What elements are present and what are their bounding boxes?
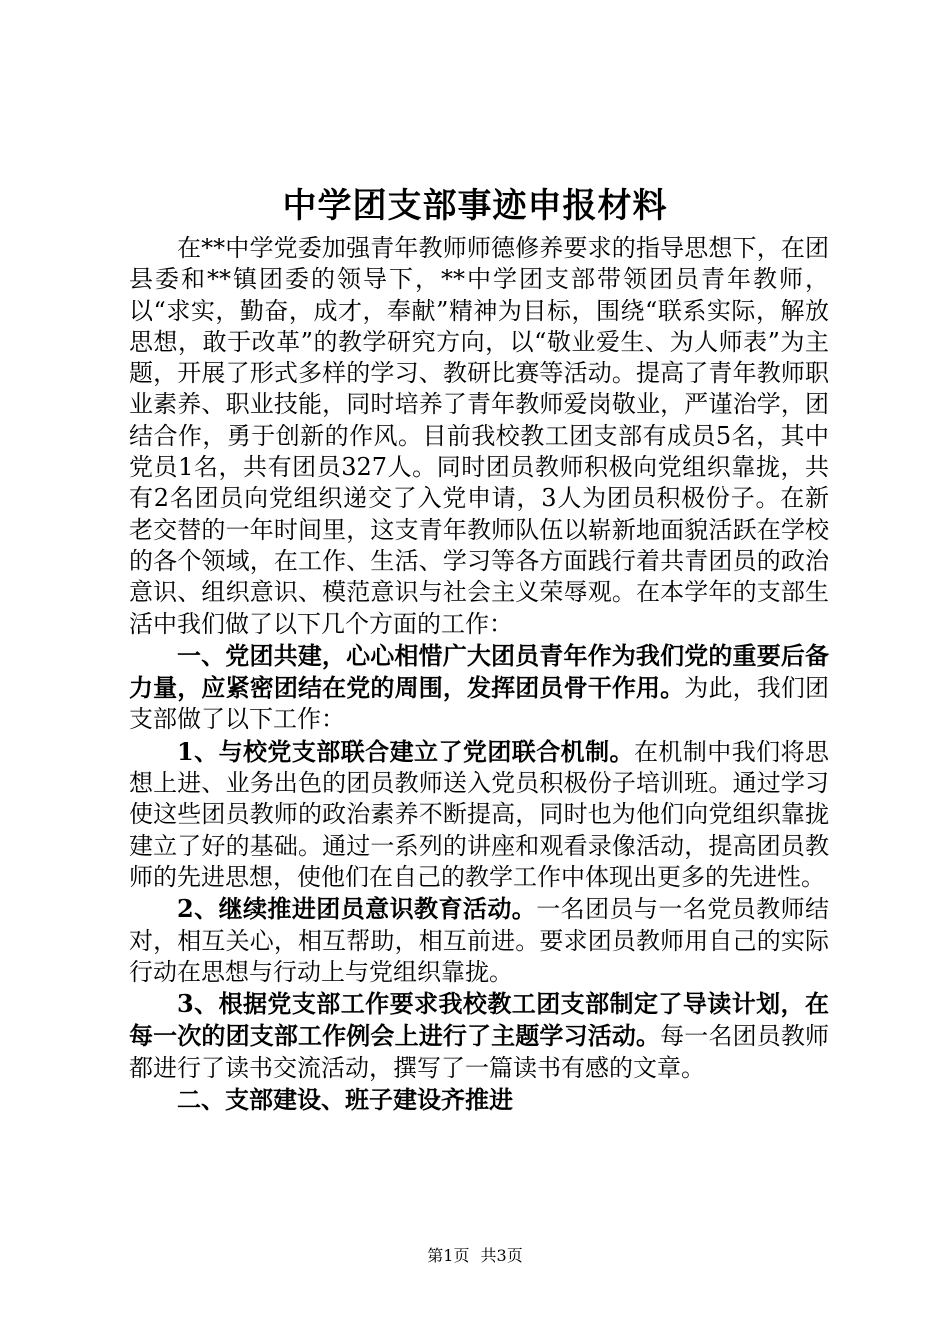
paragraph-item-2: [129, 893, 829, 988]
paragraph-lead: 二、支部建设、班子建设齐推进: [177, 1085, 513, 1115]
document-title: 中学团支部事迹申报材料: [282, 186, 668, 226]
page-footer: [0, 1244, 950, 1268]
paragraph-text: 一名团员与一名党员教师结对，相互关心，相互帮助，相互前进。要求团员教师用自己的实际行动在思想与行动上与党组织靠拢。: [129, 895, 829, 986]
page-total: 共3页: [480, 1246, 523, 1265]
paragraph-item-3: [129, 988, 829, 1084]
paragraph-text: 为此，我们团支部做了以下工作：: [129, 674, 830, 734]
document-body: [129, 232, 829, 1116]
page-number: 第1页: [427, 1246, 470, 1265]
paragraph-text: 在**中学党委加强青年教师师德修养要求的指导思想下，在团县委和**镇团委的领导下，**中学团支部带领团员青年教师，以“求实，勤奋，成才，奉献”精神为目标，围绕“联系实际，解放思想，敢于改革”的教学研究方向，以“敬业爱生、为人师表”为主题，开展了形式多样的学习、教研比赛等活动。提高了青年教师职业素养、职业技能，同时培养了青年教师爱岗敬业，严谨治学，团结合作，勇于创新的作风。目前我校教工团支部有成员5名，其中党员1名，共有团员327人。同时团员教师积极向党组织靠拢，共有2名团员向党组织递交了入党申请，3人为团员积极份子。在新老交替的一年时间里，这支青年教师队伍以崭新地面貌活跃在学校的各个领域，在工作、生活、学习等各方面践行着共青团员的政治意识、组织意识、模范意识与社会主义荣辱观。在本学年的支部生活中我们做了以下几个方面的工作：: [129, 234, 829, 638]
paragraph-text: 每一名团员教师都进行了读书交流活动，撰写了一篇读书有感的文章。: [129, 1022, 830, 1082]
paragraph-intro: [129, 232, 829, 640]
paragraph-lead: 一、党团共建，心心相惜广大团员青年作为我们党的重要后备力量，应紧密团结在党的周围，发挥团员骨干作用。: [129, 640, 829, 703]
paragraph-item-1: [129, 736, 829, 893]
paragraph-lead: 2、继续推进团员意识教育活动。: [177, 894, 537, 924]
paragraph-section-1: [129, 640, 829, 736]
paragraph-text: 在机制中我们将思想上进、业务出色的团员教师送入党员积极份子培训班。通过学习使这些团员教师的政治素养不断提高，同时也为他们向党组织靠拢建立了好的基础。通过一系列的讲座和观看录像活动，提高团员教师的先进思想，使他们在自己的教学工作中体现出更多的先进性。: [129, 737, 830, 891]
paragraph-lead: 3、根据党支部工作要求我校教工团支部制定了导读计划，在每一次的团支部工作例会上进行了主题学习活动。: [129, 989, 829, 1051]
paragraph-section-2: [129, 1084, 829, 1116]
paragraph-lead: 1、与校党支部联合建立了党团联合机制。: [177, 736, 634, 766]
